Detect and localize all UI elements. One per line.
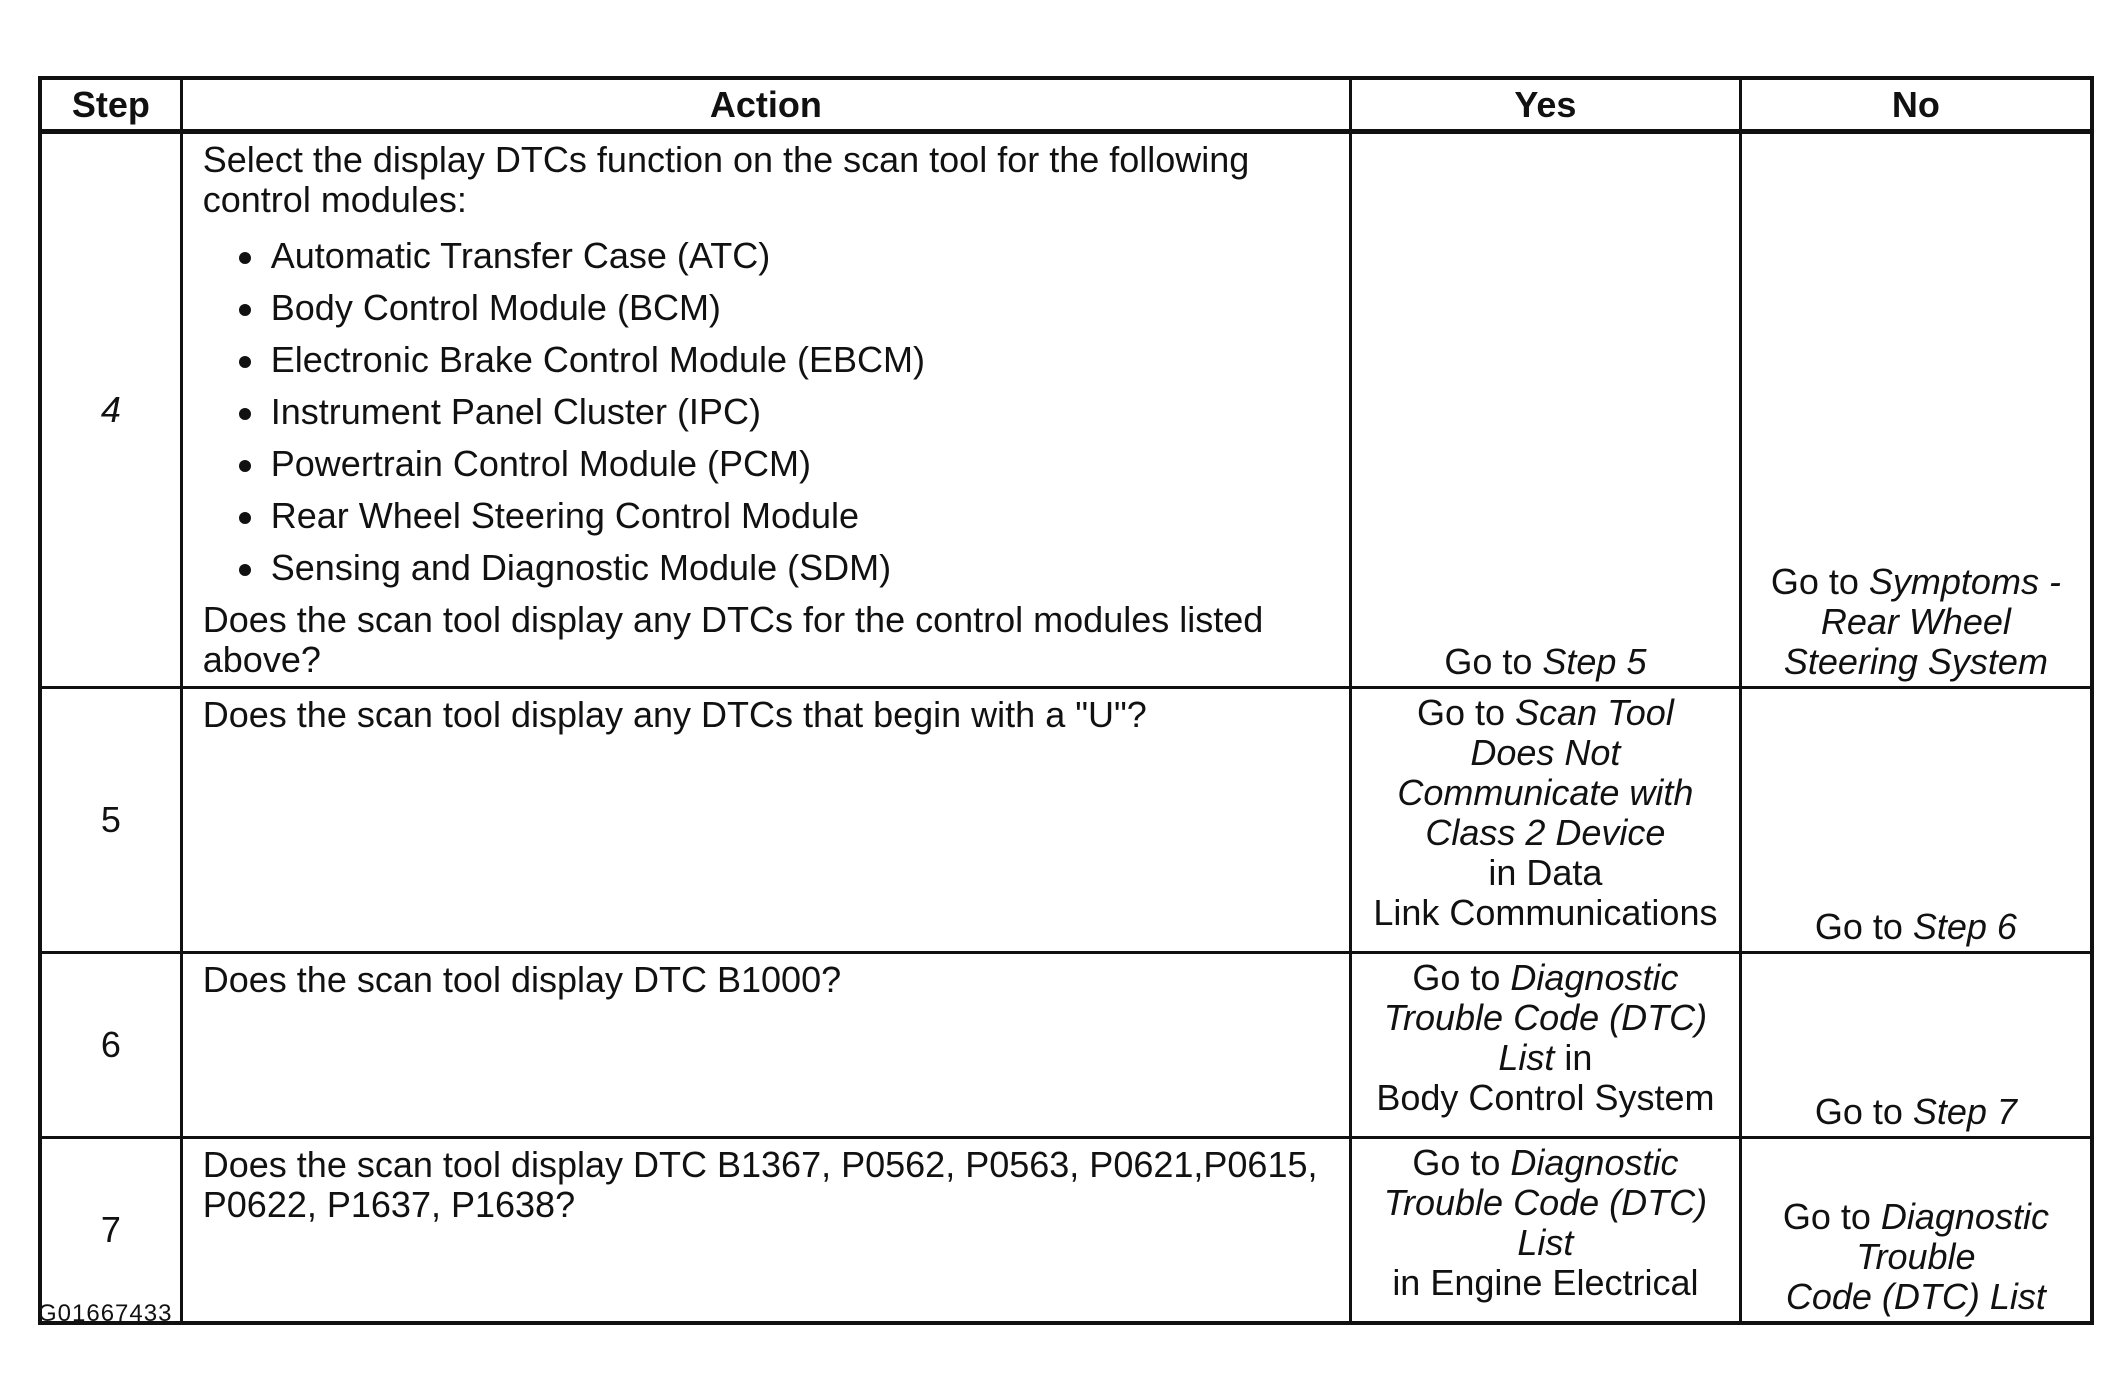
reference-text: Trouble Code (DTC) — [1383, 997, 1708, 1038]
step-reference: Step 5 — [1542, 641, 1647, 682]
action-cell — [181, 688, 1350, 953]
diagnostic-table — [38, 76, 2094, 1325]
go-to-text: Go to — [1412, 957, 1511, 998]
reference-text: List — [1517, 1222, 1574, 1263]
reference-text: Code (DTC) List — [1785, 1276, 2046, 1317]
yes-link[interactable] — [1358, 642, 1733, 682]
list-item: Body Control Module (BCM) — [235, 282, 1335, 334]
header-step: Step — [40, 78, 181, 132]
yes-cell — [1351, 1138, 1741, 1324]
action-question: Does the scan tool display DTC B1367, P0562, P0563, P0621,P0615, P0622, P1637, P1638? — [202, 1144, 1318, 1225]
step-reference: Step 6 — [1912, 906, 2017, 947]
reference-text: Communicate with — [1397, 772, 1694, 813]
action-cell — [181, 1138, 1350, 1324]
module-list — [203, 230, 1335, 594]
section-text: Body Control System — [1376, 1077, 1715, 1118]
reference-text: Diagnostic — [1510, 1142, 1679, 1183]
step-number: 7 — [40, 1138, 181, 1324]
step-number: 5 — [40, 688, 181, 953]
yes-cell — [1351, 953, 1741, 1138]
list-item: Automatic Transfer Case (ATC) — [235, 230, 1335, 282]
no-link[interactable] — [1748, 562, 2084, 602]
section-text: in Data — [1488, 852, 1603, 893]
yes-cell — [1351, 688, 1741, 953]
table-header-row — [40, 78, 2092, 132]
action-question: Does the scan tool display any DTCs for the control modules listed above? — [202, 599, 1264, 680]
list-item: Instrument Panel Cluster (IPC) — [235, 386, 1335, 438]
reference-text: Trouble — [1856, 1236, 1976, 1277]
no-cell — [1740, 1138, 2092, 1324]
table-row-step-5 — [40, 688, 2092, 953]
action-question: Does the scan tool display any DTCs that begin with a "U"? — [202, 694, 1147, 735]
reference-text: Diagnostic — [1880, 1196, 2049, 1237]
list-item: Powertrain Control Module (PCM) — [235, 438, 1335, 490]
reference-text: Does Not — [1470, 732, 1621, 773]
go-to-text: Go to — [1770, 561, 1869, 602]
no-link[interactable] — [1748, 907, 2084, 947]
step-number: 4 — [40, 132, 181, 688]
go-to-text: Go to — [1814, 906, 1913, 947]
figure-id: G01667433 — [38, 1300, 173, 1327]
action-intro: Select the display DTCs function on the scan tool for the following control modules: — [202, 139, 1250, 220]
reference-text: Steering System — [1783, 641, 2048, 682]
yes-link[interactable] — [1358, 693, 1733, 733]
section-text: in — [1554, 1037, 1593, 1078]
step-number: 6 — [40, 953, 181, 1138]
action-question: Does the scan tool display DTC B1000? — [202, 959, 842, 1000]
header-no: No — [1740, 78, 2092, 132]
yes-link[interactable] — [1358, 1143, 1733, 1183]
list-item: Sensing and Diagnostic Module (SDM) — [235, 542, 1335, 594]
go-to-text: Go to — [1444, 641, 1543, 682]
no-link[interactable] — [1748, 1092, 2084, 1132]
yes-cell — [1351, 132, 1741, 688]
section-text: Link Communications — [1373, 892, 1718, 933]
go-to-text: Go to — [1814, 1091, 1913, 1132]
reference-text: Trouble Code (DTC) — [1383, 1182, 1708, 1223]
section-text: in Engine Electrical — [1392, 1262, 1699, 1303]
no-link[interactable] — [1748, 1197, 2084, 1237]
header-yes: Yes — [1351, 78, 1741, 132]
list-item: Rear Wheel Steering Control Module — [235, 490, 1335, 542]
action-cell — [181, 953, 1350, 1138]
header-action: Action — [181, 78, 1350, 132]
no-cell — [1740, 688, 2092, 953]
no-cell — [1740, 132, 2092, 688]
table-row-step-4 — [40, 132, 2092, 688]
no-cell — [1740, 953, 2092, 1138]
list-item: Electronic Brake Control Module (EBCM) — [235, 334, 1335, 386]
reference-text: List — [1498, 1037, 1555, 1078]
yes-link[interactable] — [1358, 958, 1733, 998]
reference-text: Class 2 Device — [1425, 812, 1666, 853]
table-row-step-6 — [40, 953, 2092, 1138]
reference-text: Diagnostic — [1510, 957, 1679, 998]
go-to-text: Go to — [1782, 1196, 1881, 1237]
go-to-text: Go to — [1416, 692, 1516, 733]
reference-text: Symptoms - — [1868, 561, 2061, 602]
go-to-text: Go to — [1412, 1142, 1511, 1183]
step-reference: Step 7 — [1912, 1091, 2017, 1132]
reference-text: Rear Wheel — [1820, 601, 2011, 642]
table-row-step-7 — [40, 1138, 2092, 1324]
action-cell — [181, 132, 1350, 688]
reference-text: Scan Tool — [1515, 692, 1674, 733]
